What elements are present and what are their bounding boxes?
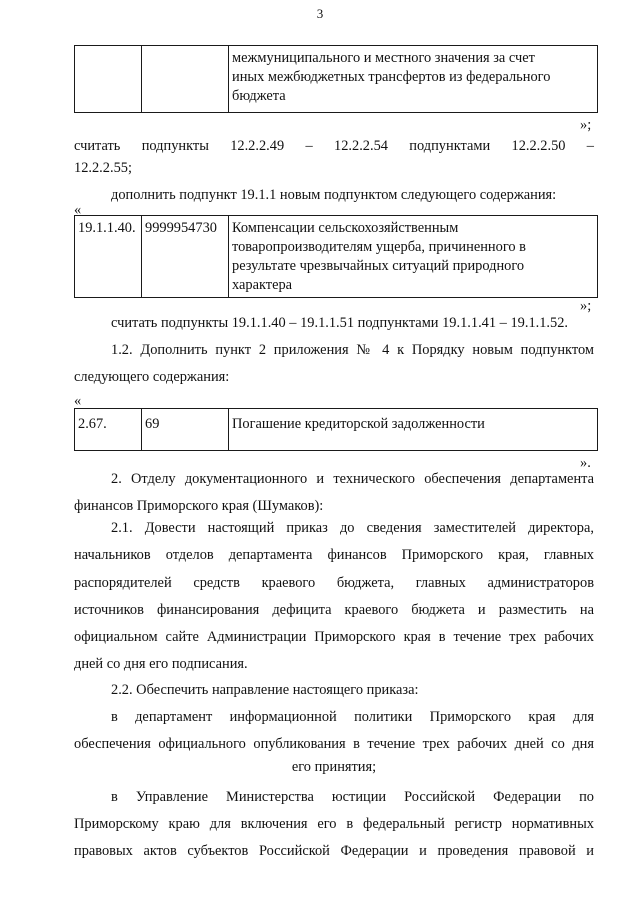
paragraph-line: 2. Отделу документационного и технического обеспечения департамента xyxy=(111,471,594,487)
table-text-line: иных межбюджетных трансфертов из федерального xyxy=(232,69,551,85)
paragraph-line: источников финансирования дефицита краевого бюджета и разместить на xyxy=(74,602,594,618)
closing-quote: »; xyxy=(580,117,592,133)
table-cell-text xyxy=(229,216,598,298)
paragraph-line: считать подпункты 12.2.2.49 – 12.2.2.54 подпунктами 12.2.2.50 – xyxy=(74,138,594,154)
table-text-line: бюджета xyxy=(232,88,286,104)
table-cell-code xyxy=(75,46,142,113)
closing-quote: »; xyxy=(580,298,592,314)
paragraph-line: официальном сайте Администрации Приморского края в течение трех рабочих xyxy=(74,629,594,645)
paragraph-line: 12.2.2.55; xyxy=(74,160,132,176)
paragraph-line: 1.2. Дополнить пункт 2 приложения № 4 к Порядку новым подпунктом xyxy=(111,342,594,358)
page-number: 3 xyxy=(316,6,324,21)
paragraph-line: его принятия; xyxy=(291,759,377,775)
table-cell-kbk: 69 xyxy=(142,409,229,451)
table-text-line: результате чрезвычайных ситуаций природного xyxy=(232,258,525,274)
closing-quote: ». xyxy=(580,455,591,471)
paragraph-line: 2.2. Обеспечить направление настоящего приказа: xyxy=(111,682,419,698)
paragraph-line: считать подпункты 19.1.1.40 – 19.1.1.51 подпунктами 19.1.1.41 – 19.1.1.52. xyxy=(111,315,569,331)
table-text-line: межмуниципального и местного значения за счет xyxy=(232,50,535,66)
table-cell-code: 2.67. xyxy=(75,409,142,451)
paragraph-line: начальников отделов департамента финансов Приморского края, главных xyxy=(74,547,594,563)
budget-table-item-2 xyxy=(74,408,598,451)
paragraph-line: дней со дня его подписания. xyxy=(74,656,248,672)
table-text-line: характера xyxy=(232,277,293,293)
paragraph-line: 2.1. Довести настоящий приказ до сведения заместителей директора, xyxy=(111,520,594,536)
budget-table-new-subitem xyxy=(74,215,598,298)
paragraph-line: Приморскому краю для включения его в федеральный регистр нормативных xyxy=(74,816,594,832)
paragraph-line: правовых актов субъектов Российской Федерации и проведения правовой и xyxy=(74,843,594,859)
paragraph-line: дополнить подпункт 19.1.1 новым подпунктом следующего содержания: xyxy=(111,187,557,203)
paragraph-line: следующего содержания: xyxy=(74,369,230,385)
paragraph-line: финансов Приморского края (Шумаков): xyxy=(74,498,324,514)
opening-quote: « xyxy=(74,393,82,409)
paragraph-line: в Управление Министерства юстиции Российской Федерации по xyxy=(111,789,594,805)
table-cell-kbk xyxy=(142,46,229,113)
table-text-line: товаропроизводителям ущерба, причиненного в xyxy=(232,239,526,255)
budget-table-continuation xyxy=(74,45,598,113)
table-cell-text: Погашение кредиторской задолженности xyxy=(229,409,598,451)
table-cell-kbk: 9999954730 xyxy=(142,216,229,298)
paragraph-line: в департамент информационной политики Приморского края для xyxy=(111,709,594,725)
paragraph-line: обеспечения официального опубликования в течение трех рабочих дней со дня xyxy=(74,736,594,752)
paragraph-line: распорядителей средств краевого бюджета, главных администраторов xyxy=(74,575,594,591)
opening-quote: « xyxy=(74,202,82,218)
table-cell-text xyxy=(229,46,598,113)
table-text-line: Компенсации сельскохозяйственным xyxy=(232,220,459,236)
table-cell-code: 19.1.1.40. xyxy=(75,216,142,298)
